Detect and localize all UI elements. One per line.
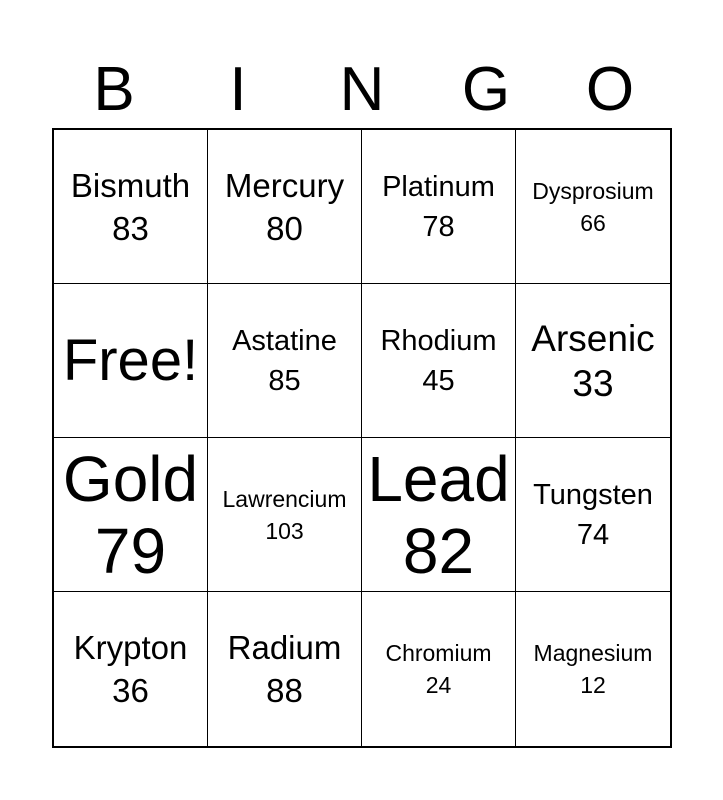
free-space-label: Free! xyxy=(62,327,199,393)
atomic-number: 12 xyxy=(580,672,606,698)
bingo-cell[interactable] xyxy=(516,438,670,592)
atomic-number: 33 xyxy=(572,362,614,404)
atomic-number: 74 xyxy=(576,518,610,551)
header-letter-g: G xyxy=(461,55,511,124)
bingo-cell[interactable] xyxy=(362,438,516,592)
bingo-cell[interactable] xyxy=(362,284,516,438)
bingo-board xyxy=(52,128,672,748)
element-name: Rhodium xyxy=(380,324,497,357)
atomic-number: 66 xyxy=(580,209,606,236)
bingo-header xyxy=(52,52,672,128)
element-name: Lead xyxy=(367,442,510,515)
atomic-number: 88 xyxy=(266,672,303,709)
header-letter-b: B xyxy=(93,55,135,124)
header-letter-n: N xyxy=(339,55,385,124)
element-name: Mercury xyxy=(224,166,345,204)
bingo-cell[interactable] xyxy=(516,130,670,284)
atomic-number: 36 xyxy=(112,672,149,709)
element-name: Dysprosium xyxy=(532,177,654,204)
atomic-number: 80 xyxy=(266,209,303,247)
element-name: Chromium xyxy=(385,640,492,666)
atomic-number: 45 xyxy=(422,364,455,397)
atomic-number: 24 xyxy=(425,672,452,698)
bingo-cell[interactable] xyxy=(208,592,362,746)
element-name: Magnesium xyxy=(533,640,653,666)
element-name: Gold xyxy=(62,442,199,515)
element-name: Krypton xyxy=(73,629,188,666)
element-name: Lawrencium xyxy=(222,485,347,512)
element-name: Bismuth xyxy=(70,166,191,204)
element-name: Tungsten xyxy=(533,478,653,511)
bingo-cell[interactable] xyxy=(362,130,516,284)
bingo-cell[interactable] xyxy=(516,284,670,438)
bingo-cell[interactable] xyxy=(362,592,516,746)
header-letter-o: O xyxy=(585,55,635,124)
atomic-number: 82 xyxy=(402,514,475,587)
element-name: Platinum xyxy=(382,170,495,203)
atomic-number: 78 xyxy=(422,210,455,243)
bingo-cell[interactable] xyxy=(54,130,208,284)
free-space-cell[interactable] xyxy=(54,284,208,438)
bingo-cell[interactable] xyxy=(208,284,362,438)
atomic-number: 103 xyxy=(265,517,304,544)
bingo-cell[interactable] xyxy=(208,130,362,284)
header-letter-i: I xyxy=(229,55,247,124)
bingo-cell[interactable] xyxy=(54,438,208,592)
element-name: Radium xyxy=(227,629,342,666)
atomic-number: 79 xyxy=(94,514,167,587)
element-name: Arsenic xyxy=(531,317,655,359)
atomic-number: 83 xyxy=(112,209,149,247)
bingo-cell[interactable] xyxy=(516,592,670,746)
element-name: Astatine xyxy=(232,324,337,357)
atomic-number: 85 xyxy=(268,364,301,397)
bingo-cell[interactable] xyxy=(208,438,362,592)
bingo-cell[interactable] xyxy=(54,592,208,746)
